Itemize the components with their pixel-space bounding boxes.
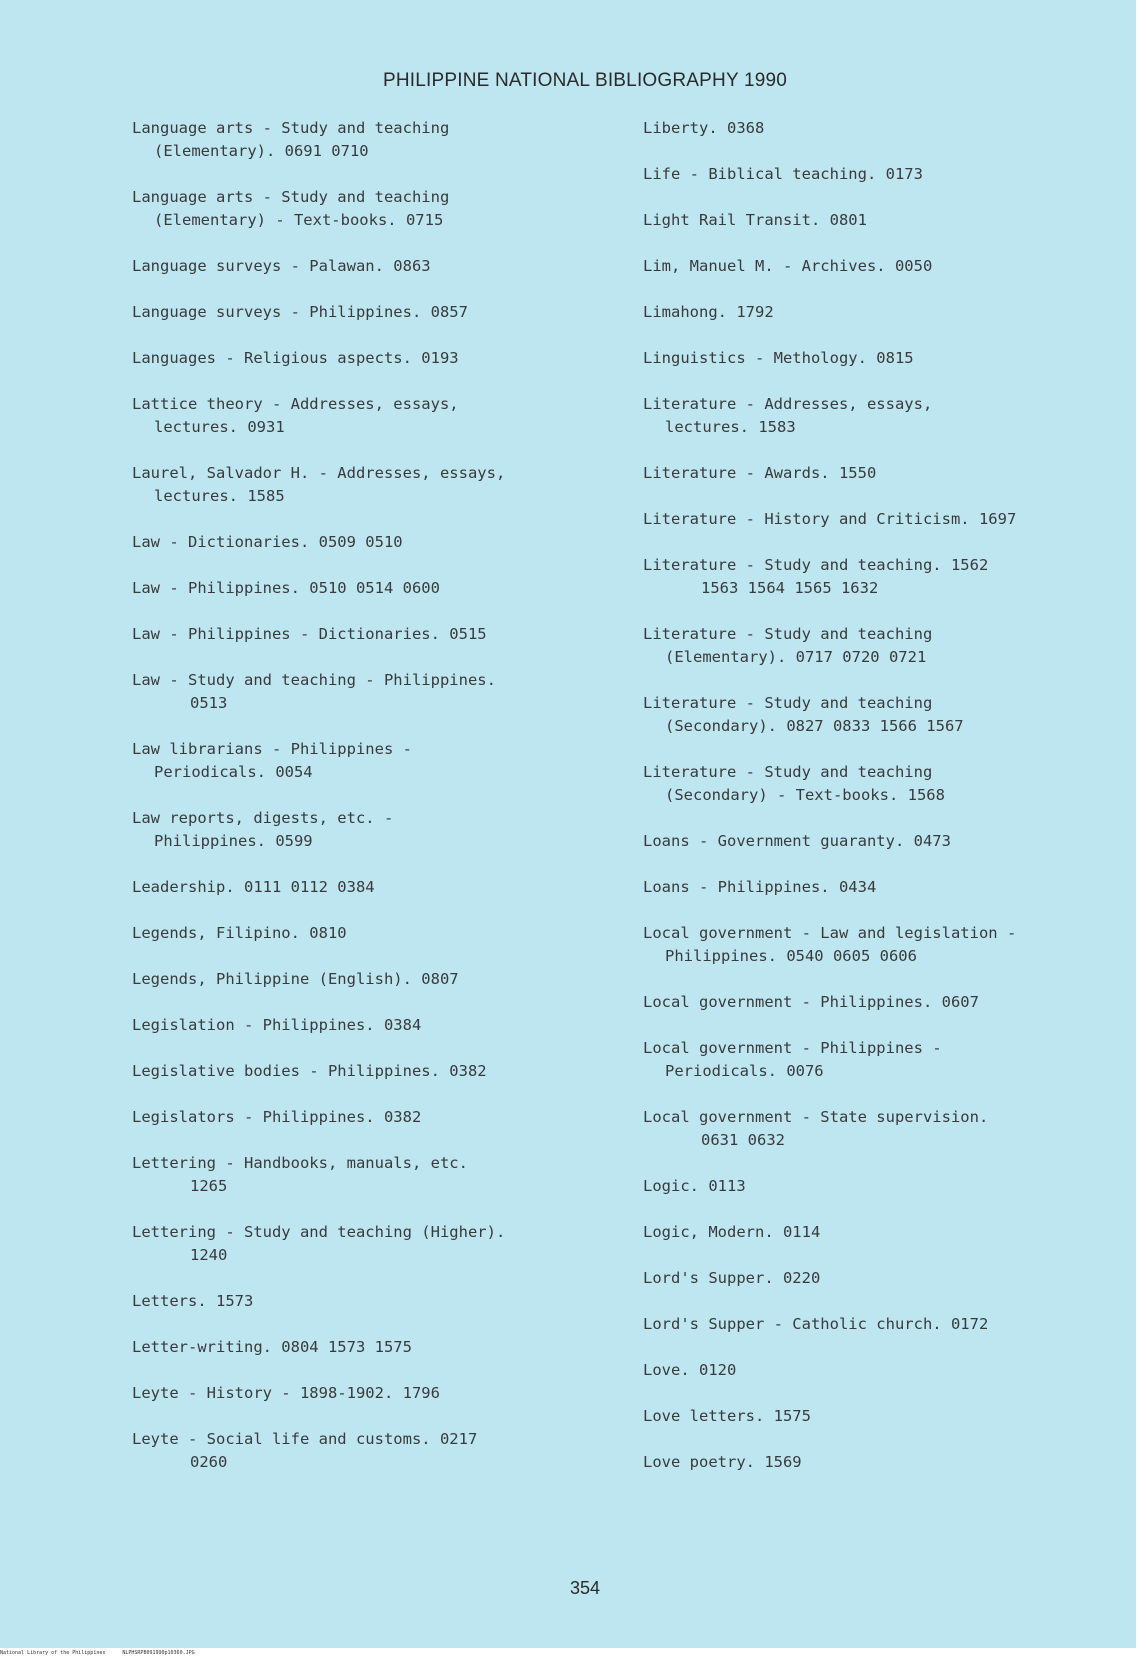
index-entry: Languages - Religious aspects. 0193: [132, 349, 459, 367]
scan-filename: NLPHSRPB091990p10360.JPG: [122, 1650, 195, 1656]
index-entry: Language surveys - Philippines. 0857: [132, 303, 468, 321]
scan-footer: [0, 1648, 1146, 1658]
index-entry: Loans - Philippines. 0434: [643, 878, 877, 896]
index-entry: Literature - Study and teaching (Elementary). 0717 0720 0721: [643, 625, 933, 666]
index-entry: Law - Philippines. 0510 0514 0600: [132, 579, 440, 597]
right-index-column: [643, 117, 1123, 1497]
index-entry: Leyte - History - 1898-1902. 1796: [132, 1384, 440, 1402]
index-entry: Lettering - Handbooks, manuals, etc. 1265: [132, 1154, 468, 1195]
index-entry: Legends, Philippine (English). 0807: [132, 970, 459, 988]
index-entry: Local government - Philippines. 0607: [643, 993, 979, 1011]
index-entry: Literature - Study and teaching (Secondary) - Text-books. 1568: [643, 763, 945, 804]
index-entry: Law - Study and teaching - Philippines. 0513: [132, 671, 496, 712]
index-entry: Local government - Law and legislation - Philippines. 0540 0605 0606: [643, 924, 1017, 965]
index-entry: Leyte - Social life and customs. 0217 0260: [132, 1430, 478, 1471]
index-entry: Local government - Philippines - Periodicals. 0076: [643, 1039, 942, 1080]
index-entry: Lord's Supper - Catholic church. 0172: [643, 1315, 989, 1333]
index-entry: Lord's Supper. 0220: [643, 1269, 821, 1287]
index-entry: Literature - Awards. 1550: [643, 464, 877, 482]
page-number: 354: [569, 1578, 601, 1598]
scan-credit: National Library of the Philippines: [0, 1650, 106, 1656]
index-entry: Love. 0120: [643, 1361, 737, 1379]
index-entry: Lettering - Study and teaching (Higher). 1240: [132, 1223, 506, 1264]
index-entry: Love letters. 1575: [643, 1407, 811, 1425]
index-entry: Law - Philippines - Dictionaries. 0515: [132, 625, 487, 643]
index-entry: Law reports, digests, etc. - Philippines. 0599: [132, 809, 394, 850]
index-entry: Local government - State supervision. 0631 0632: [643, 1108, 989, 1149]
index-entry: Law - Dictionaries. 0509 0510: [132, 533, 403, 551]
index-entry: Language arts - Study and teaching (Elementary). 0691 0710: [132, 119, 450, 160]
index-entry: Lattice theory - Addresses, essays, lectures. 0931: [132, 395, 459, 436]
index-entry: Legislators - Philippines. 0382: [132, 1108, 422, 1126]
page-title: PHILIPPINE NATIONAL BIBLIOGRAPHY 1990: [382, 70, 788, 91]
index-entry: Law librarians - Philippines - Periodicals. 0054: [132, 740, 412, 781]
index-entry: Language surveys - Palawan. 0863: [132, 257, 431, 275]
index-entry: Logic, Modern. 0114: [643, 1223, 821, 1241]
index-entry: Literature - Study and teaching (Secondary). 0827 0833 1566 1567: [643, 694, 964, 735]
index-entry: Letter-writing. 0804 1573 1575: [132, 1338, 412, 1356]
index-entry: Leadership. 0111 0112 0384: [132, 878, 375, 896]
index-entry: Legislation - Philippines. 0384: [132, 1016, 422, 1034]
index-entry: Letters. 1573: [132, 1292, 254, 1310]
index-entry: Love poetry. 1569: [643, 1453, 802, 1471]
index-entry: Literature - Study and teaching. 1562 1563 1564 1565 1632: [643, 556, 989, 597]
left-index-column: [132, 117, 602, 1497]
index-entry: Language arts - Study and teaching (Elementary) - Text-books. 0715: [132, 188, 450, 229]
index-entry: Loans - Government guaranty. 0473: [643, 832, 951, 850]
index-entry: Linguistics - Methology. 0815: [643, 349, 914, 367]
index-entry: Limahong. 1792: [643, 303, 774, 321]
scan-edge: [1136, 0, 1146, 1658]
index-entry: Light Rail Transit. 0801: [643, 211, 867, 229]
index-entry: Literature - History and Criticism. 1697: [643, 510, 1017, 528]
index-entry: Logic. 0113: [643, 1177, 746, 1195]
index-entry: Legislative bodies - Philippines. 0382: [132, 1062, 487, 1080]
index-entry: Literature - Addresses, essays, lectures. 1583: [643, 395, 933, 436]
index-entry: Lim, Manuel M. - Archives. 0050: [643, 257, 933, 275]
index-entry: Liberty. 0368: [643, 119, 765, 137]
index-entry: Legends, Filipino. 0810: [132, 924, 347, 942]
index-entry: Laurel, Salvador H. - Addresses, essays, lectures. 1585: [132, 464, 506, 505]
index-entry: Life - Biblical teaching. 0173: [643, 165, 923, 183]
